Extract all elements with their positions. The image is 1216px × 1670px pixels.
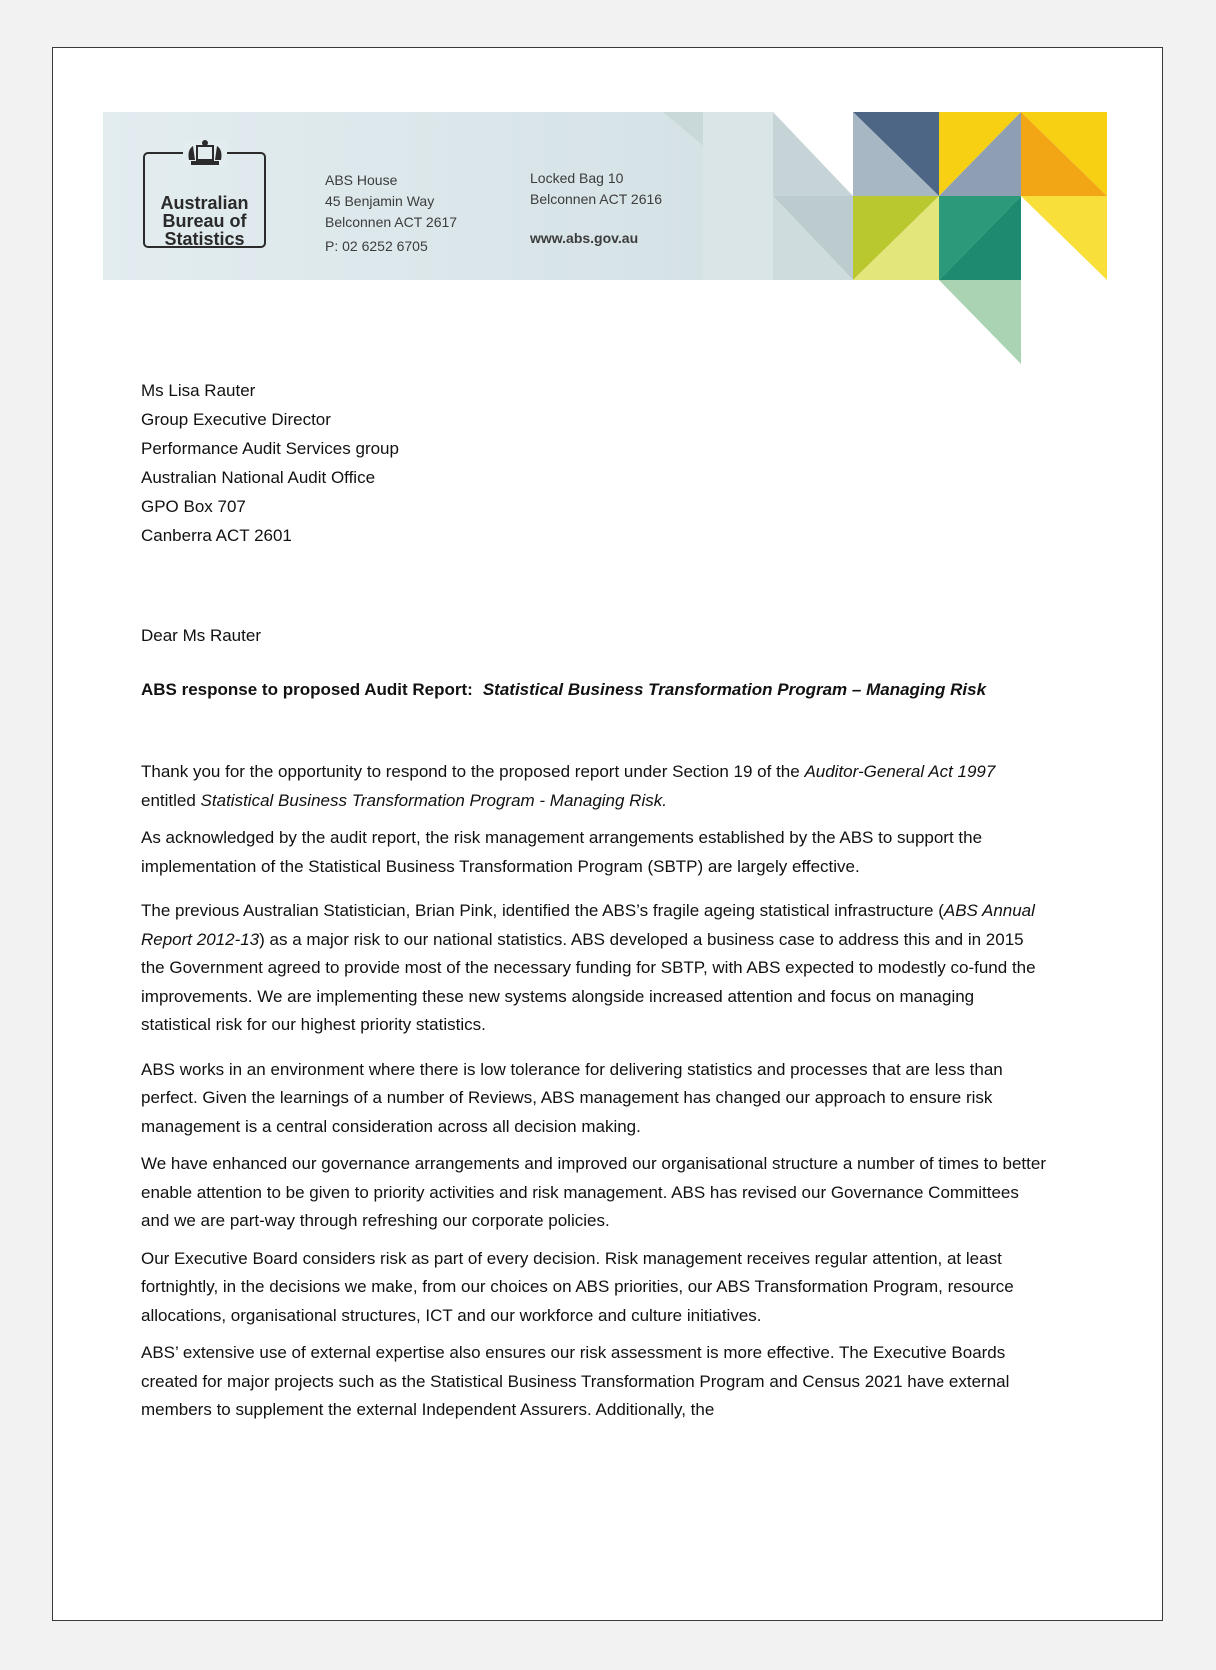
pale-block (703, 112, 773, 280)
letter-body (141, 758, 1046, 1434)
subject-line (141, 680, 986, 700)
logo-org-name: Australian Bureau of Statistics (160, 193, 249, 249)
p3-text: The previous Australian Statistician, Brian Pink, identified the ABS’s fragile ageing statistical infrastructure ( (141, 901, 944, 920)
coat-of-arms-icon (183, 140, 227, 166)
subject-lead: ABS response to proposed Audit Report: (141, 680, 473, 699)
street-address: ABS House 45 Benjamin Way Belconnen ACT 2617 (325, 172, 458, 230)
website-link[interactable]: www.abs.gov.au (530, 230, 639, 246)
p1-text-2: entitled (141, 790, 201, 810)
abs-logo (143, 152, 266, 248)
recipient-group: Performance Audit Services group (141, 439, 399, 458)
body-paragraph-6: Our Executive Board considers risk as part of every decision. Risk management receives regular attention, at least fortnightly, in the decisions we make, from our choices on ABS priorities, our ABS Transformation Program, resource allocations, organisational structures, ICT and our workforce and culture initiatives. (141, 1248, 1014, 1325)
recipient-block (141, 376, 399, 550)
recipient-name: Ms Lisa Rauter (141, 381, 256, 400)
salutation: Dear Ms Rauter (141, 626, 261, 645)
letter-page (52, 47, 1163, 1621)
p1-text: Thank you for the opportunity to respond to the proposed report under Section 19 of the (141, 762, 805, 781)
p3-text-2: ) as a major risk to our national statistics. ABS developed a business case to address this and in 2015 the Government agreed to provide most of the necessary funding for SBTP, with ABS expected to modestly co-fund the improvements. We are implementing these new systems alongside increased attention and focus on managing statistical risk for our highest priority statistics. (141, 929, 1036, 1034)
body-paragraph-1 (141, 758, 1046, 815)
body-paragraph-2: As acknowledged by the audit report, the risk management arrangements established by the ABS to support the implementation of the Statistical Business Transformation Program (SBTP) are largely effective. (141, 828, 983, 876)
yellow-triangle (1021, 196, 1107, 280)
p1-act-title: Auditor-General Act 1997 (804, 762, 996, 781)
recipient-city: Canberra ACT 2601 (141, 526, 292, 545)
letterhead-banner (103, 112, 1107, 364)
phone-number: P: 02 6252 6705 (325, 238, 428, 254)
body-paragraph-4: ABS works in an environment where there is low tolerance for delivering statistics and processes that are less than perfect. Given the learnings of a number of Reviews, ABS management has changed our approach to ensure risk management is a central consideration across all decision making. (141, 1059, 1003, 1136)
body-paragraph-5: We have enhanced our governance arrangements and improved our organisational structure a number of times to better enable attention to be given to priority activities and risk management. ABS has revised our Governance Committees and we are part-way through refreshing our corporate policies. (141, 1154, 1046, 1230)
subject-title: Statistical Business Transformation Program – Managing Risk (482, 680, 987, 699)
recipient-organisation: Australian National Audit Office (141, 468, 376, 487)
p1-report-title: Statistical Business Transformation Program - Managing Risk. (200, 790, 667, 810)
light-green-triangle (939, 280, 1021, 364)
body-paragraph-7: ABS’ extensive use of external expertise also ensures our risk assessment is more effective. The Executive Boards created for major projects such as the Statistical Business Transformation Program and Census 2021 have external members to supplement the external Independent Assurers. Additionally, the (141, 1343, 1010, 1419)
recipient-title: Group Executive Director (141, 410, 331, 429)
p3-annual-report: ABS Annual Report 2012-13 (141, 901, 1035, 949)
postal-address: Locked Bag 10 Belconnen ACT 2616 (530, 170, 663, 207)
body-paragraph-3 (141, 897, 1046, 1040)
recipient-po-box: GPO Box 707 (141, 497, 246, 516)
pale-triangle (773, 112, 853, 196)
